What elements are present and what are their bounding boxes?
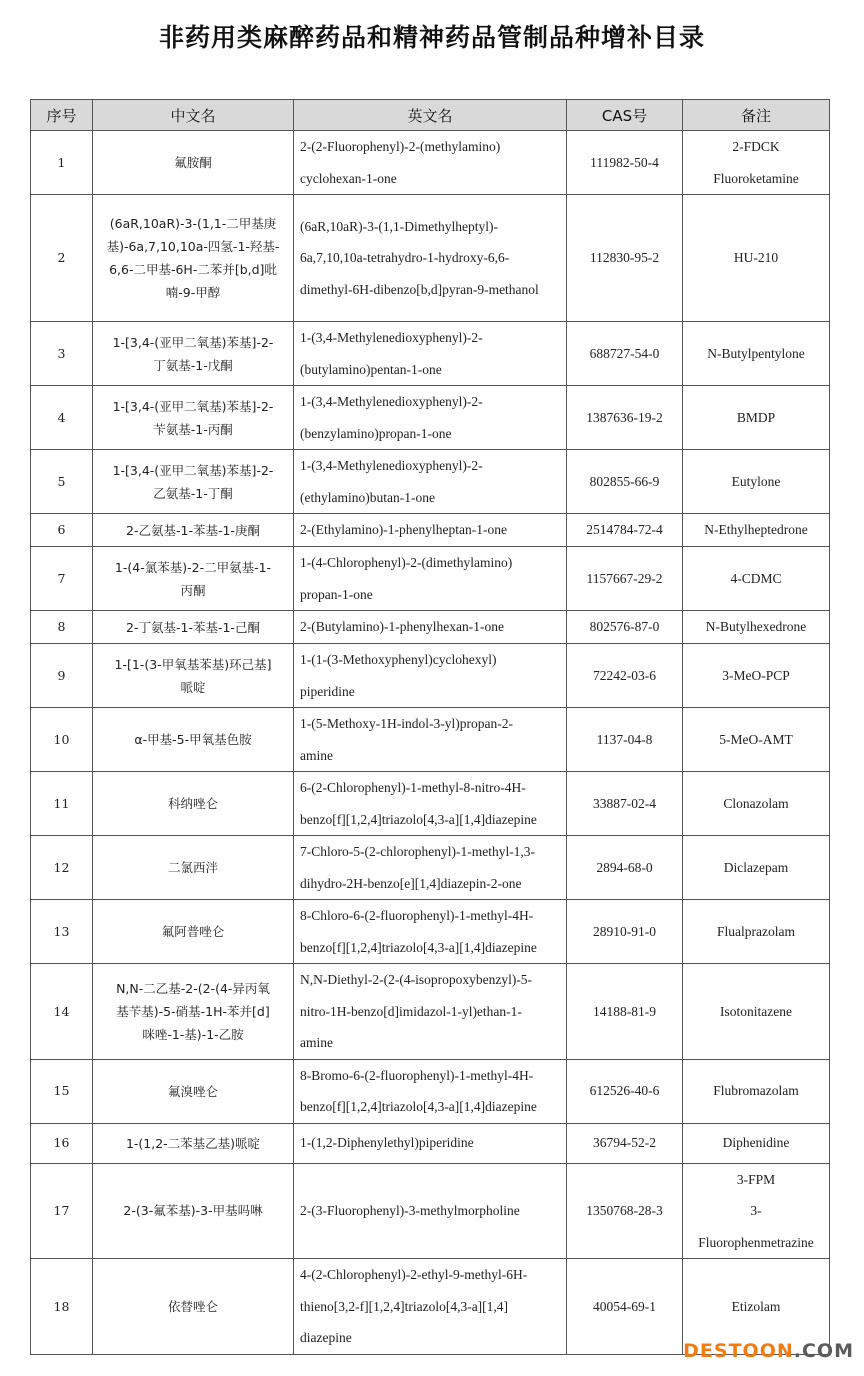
english-name-line: cyclohexan-1-one xyxy=(300,170,397,186)
table-row xyxy=(31,450,830,514)
row-index: 7 xyxy=(31,547,93,611)
table-row xyxy=(31,708,830,772)
chinese-name-cell xyxy=(93,514,294,547)
note-line: Flubromazolam xyxy=(713,1083,799,1099)
chinese-name-line: 1-(1,2-二苯基乙基)哌啶 xyxy=(125,1135,261,1151)
chinese-name-cell xyxy=(93,611,294,644)
cas-number-cell: 36794-52-2 xyxy=(567,1123,683,1163)
row-index: 18 xyxy=(31,1259,93,1355)
note-line: Clonazolam xyxy=(723,795,789,811)
row-index: 4 xyxy=(31,386,93,450)
english-name-cell xyxy=(294,772,567,836)
header-chinese-name: 中文名 xyxy=(93,100,294,131)
english-name-line: 4-(2-Chlorophenyl)-2-ethyl-9-methyl-6H- xyxy=(300,1267,528,1282)
chinese-name-cell xyxy=(93,547,294,611)
chinese-name-line: 咪唑-1-基)-1-乙胺 xyxy=(142,1026,244,1042)
english-name-cell xyxy=(294,1163,567,1259)
note-line: Diphenidine xyxy=(722,1135,790,1151)
chinese-name-cell xyxy=(93,708,294,772)
table-header-row xyxy=(31,100,830,131)
table-row xyxy=(31,644,830,708)
english-name-line: 1-(5-Methoxy-1H-indol-3-yl)propan-2- xyxy=(300,716,513,731)
english-name-line: (benzylamino)propan-1-one xyxy=(300,425,452,441)
table-row xyxy=(31,611,830,644)
english-name-cell xyxy=(294,386,567,450)
header-english-name: 英文名 xyxy=(294,100,567,131)
english-name-line: 8-Chloro-6-(2-fluorophenyl)-1-methyl-4H- xyxy=(300,908,534,923)
english-name-line: amine xyxy=(300,747,333,763)
chinese-name-cell xyxy=(93,1163,294,1259)
table-row xyxy=(31,900,830,964)
note-line: Eutylone xyxy=(731,473,781,489)
english-name-cell xyxy=(294,131,567,195)
note-cell xyxy=(683,964,830,1060)
english-name-line: dihydro-2H-benzo[e][1,4]diazepin-2-one xyxy=(300,875,522,891)
note-line: 3- xyxy=(750,1203,762,1218)
english-name-line: 2-(Ethylamino)-1-phenylheptan-1-one xyxy=(300,522,507,538)
table-row xyxy=(31,386,830,450)
chinese-name-line: (6aR,10aR)-3-(1,1-二甲基庚 xyxy=(109,216,277,231)
english-name-cell xyxy=(294,1259,567,1355)
chinese-name-cell xyxy=(93,131,294,195)
chinese-name-line: 喃-9-甲醇 xyxy=(165,285,221,300)
note-cell xyxy=(683,450,830,514)
cas-number-cell: 72242-03-6 xyxy=(567,644,683,708)
row-index: 16 xyxy=(31,1123,93,1163)
note-line: Flualprazolam xyxy=(717,923,795,939)
chinese-name-cell xyxy=(93,450,294,514)
cas-number-cell: 802576-87-0 xyxy=(567,611,683,644)
english-name-line: benzo[f][1,2,4]triazolo[4,3-a][1,4]diazepine xyxy=(300,1099,537,1114)
english-name-line: 2-(2-Fluorophenyl)-2-(methylamino) xyxy=(300,139,501,154)
english-name-line: diazepine xyxy=(300,1330,352,1345)
chinese-name-line: 1-[3,4-(亚甲二氧基)苯基]-2- xyxy=(112,398,274,414)
note-cell xyxy=(683,131,830,195)
chinese-name-line: N,N-二乙基-2-(2-(4-异丙氧 xyxy=(116,980,270,996)
chinese-name-line: α-甲基-5-甲氧基色胺 xyxy=(134,732,252,747)
english-name-line: propan-1-one xyxy=(300,586,373,602)
row-index: 13 xyxy=(31,900,93,964)
row-index: 11 xyxy=(31,772,93,836)
english-name-line: dimethyl-6H-dibenzo[b,d]pyran-9-methanol xyxy=(300,281,539,297)
chinese-name-cell xyxy=(93,836,294,900)
cas-number-cell: 688727-54-0 xyxy=(567,322,683,386)
chinese-name-line: 1-[1-(3-甲氧基苯基)环己基] xyxy=(114,656,272,672)
cas-number-cell: 1350768-28-3 xyxy=(567,1163,683,1259)
row-index: 15 xyxy=(31,1059,93,1123)
table-row xyxy=(31,131,830,195)
cas-number-cell: 1137-04-8 xyxy=(567,708,683,772)
note-line: 3-MeO-PCP xyxy=(722,667,790,683)
note-cell xyxy=(683,1163,830,1259)
note-line: BMDP xyxy=(736,409,776,425)
table-row xyxy=(31,1163,830,1259)
english-name-line: amine xyxy=(300,1035,333,1050)
english-name-line: piperidine xyxy=(300,683,355,699)
chinese-name-line: 1-[3,4-(亚甲二氧基)苯基]-2- xyxy=(112,462,274,478)
chinese-name-line: 氟溴唑仑 xyxy=(167,1083,218,1099)
row-index: 10 xyxy=(31,708,93,772)
table-row xyxy=(31,195,830,322)
english-name-line: 1-(3,4-Methylenedioxyphenyl)-2- xyxy=(300,394,483,409)
row-index: 8 xyxy=(31,611,93,644)
english-name-cell xyxy=(294,1059,567,1123)
chinese-name-line: 依替唑仑 xyxy=(167,1298,218,1314)
cas-number-cell: 28910-91-0 xyxy=(567,900,683,964)
note-line: 2-FDCK xyxy=(732,139,780,154)
chinese-name-line: 哌啶 xyxy=(180,679,206,695)
note-cell xyxy=(683,611,830,644)
cas-number-cell: 2514784-72-4 xyxy=(567,514,683,547)
table-row xyxy=(31,514,830,547)
note-line: N-Ethylheptedrone xyxy=(704,522,808,538)
english-name-cell xyxy=(294,900,567,964)
cas-number-cell: 1387636-19-2 xyxy=(567,386,683,450)
chinese-name-line: 二氯西泮 xyxy=(167,860,218,875)
cas-number-cell: 40054-69-1 xyxy=(567,1259,683,1355)
english-name-cell xyxy=(294,708,567,772)
chinese-name-line: 乙氨基-1-丁酮 xyxy=(153,485,233,501)
note-cell xyxy=(683,322,830,386)
chinese-name-line: 科纳唑仑 xyxy=(167,796,218,811)
row-index: 1 xyxy=(31,131,93,195)
control-list-table xyxy=(30,99,830,1355)
cas-number-cell: 112830-95-2 xyxy=(567,195,683,322)
row-index: 6 xyxy=(31,514,93,547)
table-body xyxy=(31,131,830,1355)
row-index: 5 xyxy=(31,450,93,514)
header-cas: CAS号 xyxy=(567,100,683,131)
table-row xyxy=(31,322,830,386)
note-cell xyxy=(683,195,830,322)
note-line: N-Butylpentylone xyxy=(707,345,805,361)
chinese-name-cell xyxy=(93,900,294,964)
chinese-name-cell xyxy=(93,1259,294,1355)
english-name-line: benzo[f][1,2,4]triazolo[4,3-a][1,4]diazepine xyxy=(300,939,537,955)
chinese-name-line: 苄氨基-1-丙酮 xyxy=(153,421,233,437)
table-row xyxy=(31,1123,830,1163)
chinese-name-cell xyxy=(93,1059,294,1123)
row-index: 14 xyxy=(31,964,93,1060)
english-name-line: 2-(3-Fluorophenyl)-3-methylmorpholine xyxy=(300,1203,520,1218)
row-index: 17 xyxy=(31,1163,93,1259)
english-name-line: benzo[f][1,2,4]triazolo[4,3-a][1,4]diazepine xyxy=(300,811,537,827)
english-name-cell xyxy=(294,836,567,900)
chinese-name-cell xyxy=(93,1123,294,1163)
note-cell xyxy=(683,900,830,964)
cas-number-cell: 33887-02-4 xyxy=(567,772,683,836)
note-cell xyxy=(683,1123,830,1163)
row-index: 2 xyxy=(31,195,93,322)
english-name-line: 2-(Butylamino)-1-phenylhexan-1-one xyxy=(300,619,504,635)
table-row xyxy=(31,547,830,611)
english-name-line: 1-(3,4-Methylenedioxyphenyl)-2- xyxy=(300,330,483,345)
table-row xyxy=(31,836,830,900)
chinese-name-line: 氟胺酮 xyxy=(174,155,212,170)
english-name-cell xyxy=(294,195,567,322)
table-row xyxy=(31,1059,830,1123)
chinese-name-cell xyxy=(93,644,294,708)
english-name-line: 1-(1-(3-Methoxyphenyl)cyclohexyl) xyxy=(300,652,497,667)
chinese-name-line: 丙酮 xyxy=(180,582,206,598)
chinese-name-line: 氟阿普唑仑 xyxy=(161,924,225,939)
note-line: 5-MeO-AMT xyxy=(719,731,793,747)
cas-number-cell: 14188-81-9 xyxy=(567,964,683,1060)
note-cell xyxy=(683,772,830,836)
chinese-name-cell xyxy=(93,322,294,386)
english-name-cell xyxy=(294,322,567,386)
chinese-name-cell xyxy=(93,195,294,322)
chinese-name-cell xyxy=(93,772,294,836)
note-line: HU-210 xyxy=(733,250,779,266)
table-row xyxy=(31,772,830,836)
cas-number-cell: 802855-66-9 xyxy=(567,450,683,514)
english-name-line: 1-(4-Chlorophenyl)-2-(dimethylamino) xyxy=(300,555,513,570)
english-name-cell xyxy=(294,514,567,547)
cas-number-cell: 612526-40-6 xyxy=(567,1059,683,1123)
note-cell xyxy=(683,708,830,772)
table-row xyxy=(31,964,830,1060)
english-name-line: 6a,7,10,10a-tetrahydro-1-hydroxy-6,6- xyxy=(300,250,510,266)
english-name-cell xyxy=(294,611,567,644)
page-title: 非药用类麻醉药品和精神药品管制品种增补目录 xyxy=(158,23,705,52)
english-name-cell xyxy=(294,1123,567,1163)
note-cell xyxy=(683,547,830,611)
english-name-line: 1-(1,2-Diphenylethyl)piperidine xyxy=(300,1135,474,1151)
english-name-line: 7-Chloro-5-(2-chlorophenyl)-1-methyl-1,3- xyxy=(300,844,536,859)
chinese-name-line: 基苄基)-5-硝基-1H-苯并[d] xyxy=(116,1003,270,1019)
chinese-name-line: 1-(4-氯苯基)-2-二甲氨基-1- xyxy=(114,559,272,575)
english-name-line: 1-(3,4-Methylenedioxyphenyl)-2- xyxy=(300,458,483,473)
note-cell xyxy=(683,644,830,708)
chinese-name-line: 6,6-二甲基-6H-二苯并[b,d]吡 xyxy=(109,262,277,277)
english-name-line: 8-Bromo-6-(2-fluorophenyl)-1-methyl-4H- xyxy=(300,1067,534,1083)
note-line: N-Butylhexedrone xyxy=(705,619,807,635)
header-index: 序号 xyxy=(31,100,93,131)
note-line: Fluorophenmetrazine xyxy=(698,1234,814,1250)
cas-number-cell: 1157667-29-2 xyxy=(567,547,683,611)
english-name-line: (ethylamino)butan-1-one xyxy=(300,489,435,505)
cas-number-cell: 2894-68-0 xyxy=(567,836,683,900)
note-line: Diclazepam xyxy=(723,859,789,875)
note-line: Isotonitazene xyxy=(720,1003,792,1019)
note-cell xyxy=(683,514,830,547)
english-name-line: N,N-Diethyl-2-(2-(4-isopropoxybenzyl)-5- xyxy=(300,972,533,987)
watermark-tld: .COM xyxy=(793,1340,854,1362)
english-name-line: 6-(2-Chlorophenyl)-1-methyl-8-nitro-4H- xyxy=(300,780,526,795)
cas-number-cell: 111982-50-4 xyxy=(567,131,683,195)
english-name-line: (6aR,10aR)-3-(1,1-Dimethylheptyl)- xyxy=(300,218,498,234)
note-cell xyxy=(683,386,830,450)
chinese-name-line: 2-乙氨基-1-苯基-1-庚酮 xyxy=(126,522,260,538)
english-name-cell xyxy=(294,547,567,611)
header-note: 备注 xyxy=(683,100,830,131)
row-index: 9 xyxy=(31,644,93,708)
note-line: 4-CDMC xyxy=(730,570,782,586)
english-name-line: nitro-1H-benzo[d]imidazol-1-yl)ethan-1- xyxy=(300,1003,522,1019)
note-cell xyxy=(683,836,830,900)
note-line: 3-FPM xyxy=(736,1171,776,1187)
english-name-line: thieno[3,2-f][1,2,4]triazolo[4,3-a][1,4] xyxy=(300,1298,509,1314)
note-line: Etizolam xyxy=(731,1298,781,1314)
english-name-line: (butylamino)pentan-1-one xyxy=(300,361,442,377)
note-line: Fluoroketamine xyxy=(713,170,799,186)
watermark-brand: DESTOON xyxy=(683,1340,794,1362)
chinese-name-line: 2-丁氨基-1-苯基-1-己酮 xyxy=(126,619,260,635)
row-index: 3 xyxy=(31,322,93,386)
row-index: 12 xyxy=(31,836,93,900)
english-name-cell xyxy=(294,450,567,514)
english-name-cell xyxy=(294,964,567,1060)
chinese-name-line: 1-[3,4-(亚甲二氧基)苯基]-2- xyxy=(112,334,274,350)
chinese-name-cell xyxy=(93,964,294,1060)
note-cell xyxy=(683,1059,830,1123)
chinese-name-line: 丁氨基-1-戊酮 xyxy=(153,357,233,373)
english-name-cell xyxy=(294,644,567,708)
chinese-name-line: 基)-6a,7,10,10a-四氢-1-羟基- xyxy=(106,239,280,254)
chinese-name-line: 2-(3-氟苯基)-3-甲基吗啉 xyxy=(123,1203,263,1219)
chinese-name-cell xyxy=(93,386,294,450)
destoon-watermark xyxy=(683,1340,854,1362)
